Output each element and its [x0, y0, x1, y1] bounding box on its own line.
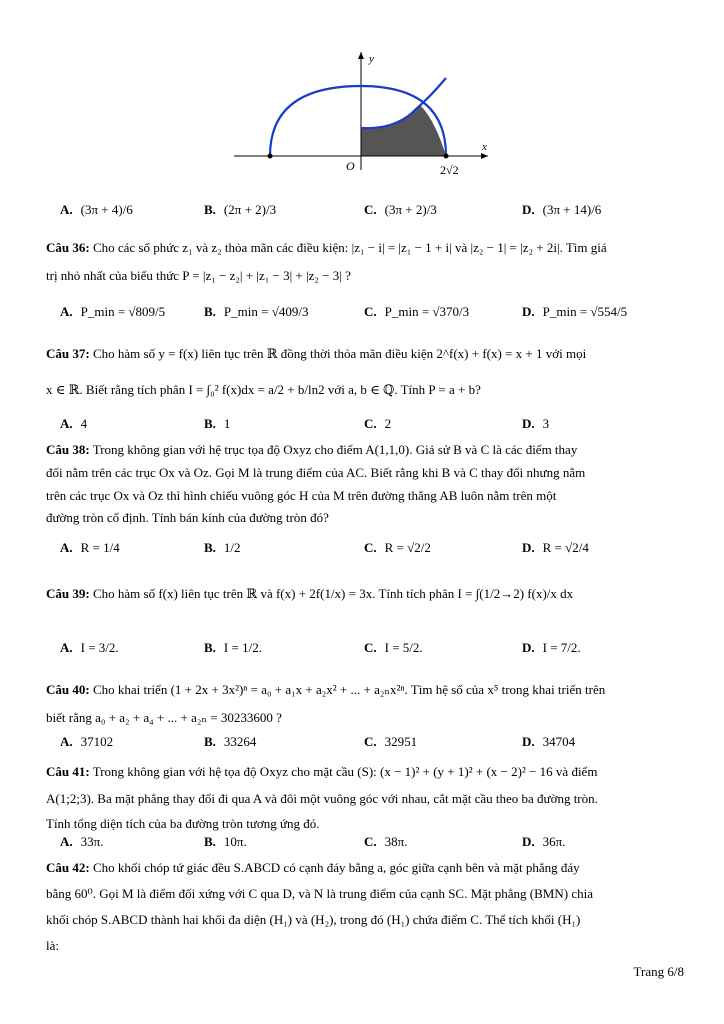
graph-figure — [0, 0, 724, 185]
q37-option-a: A. 4 — [60, 416, 88, 431]
q38-line3: trên các trục Ox và Oz thì hình chiếu vuông góc H của M trên đường thẳng AB luôn nằm trên một — [46, 488, 557, 503]
q40-option-d: D. 34704 — [522, 734, 576, 749]
q39-option-d: D. I = 7/2. — [522, 640, 581, 655]
q38-line1: Câu 38: Trong không gian với hệ trục tọa độ Oxyz cho điểm A(1,1,0). Giả sử B và C là các điểm thay — [46, 442, 578, 457]
q36-option-a: A. P_min = √809/5 — [60, 304, 166, 319]
q35-option-c: C. (3π + 2)/3 — [364, 202, 437, 217]
q42-line1: Câu 42: Cho khối chóp tứ giác đều S.ABCD có cạnh đáy bằng a, góc giữa cạnh bên và mặt phẳng đáy — [46, 860, 580, 875]
q36-line1: Câu 36: Cho các số phức z₁ và z₂ thỏa mãn các điều kiện: |z₁ − i| = |z₁ − 1 + i| và |z₂ − 1| = |z₂ + 2i|. Tìm giá — [46, 240, 607, 255]
q37-line2: x ∈ ℝ. Biết rằng tích phân I = ∫₀² f(x)dx = a/2 + b/ln2 với a, b ∈ ℚ. Tính P = a + b? — [46, 382, 481, 397]
q36-line2: trị nhỏ nhất của biểu thức P = |z₁ − z₂| + |z₁ − 3| + |z₂ − 3| ? — [46, 268, 351, 283]
q36-option-c: C. P_min = √370/3 — [364, 304, 470, 319]
origin-label: O — [346, 159, 355, 173]
y-label: y — [369, 53, 374, 65]
q39-line1: Câu 39: Cho hàm số f(x) liên tục trên ℝ và f(x) + 2f(1/x) = 3x. Tính tích phân I = ∫(1/2→2) f(x)/x dx — [46, 586, 574, 601]
q40-line1: Câu 40: Cho khai triển (1 + 2x + 3x²)ⁿ = a₀ + a₁x + a₂x² + ... + a₂ₙx²ⁿ. Tìm hệ số của x⁵ trong khai triển trên — [46, 682, 606, 697]
q39-option-b: B. I = 1/2. — [204, 640, 262, 655]
q41-option-c: C. 38π. — [364, 834, 408, 849]
q37-line1: Câu 37: Cho hàm số y = f(x) liên tục trên ℝ đồng thời thỏa mãn điều kiện 2^f(x) + f(x) = x + 1 với mọi — [46, 346, 587, 361]
q39-option-a: A. I = 3/2. — [60, 640, 119, 655]
q36-option-d: D. P_min = √554/5 — [522, 304, 628, 319]
q40-option-a: A. 37102 — [60, 734, 114, 749]
q38-option-c: C. R = √2/2 — [364, 540, 431, 555]
q37-option-c: C. 2 — [364, 416, 392, 431]
q40-line2: biết rằng a₀ + a₂ + a₄ + ... + a₂ₙ = 30233600 ? — [46, 710, 282, 725]
q41-option-a: A. 33π. — [60, 834, 104, 849]
q41-line3: Tính tổng diện tích của ba đường tròn tương ứng đó. — [46, 816, 320, 831]
q41-option-d: D. 36π. — [522, 834, 566, 849]
q41-line1: Câu 41: Trong không gian với hệ tọa độ Oxyz cho mặt cầu (S): (x − 1)² + (y + 1)² + (x − 2)² − 16 và điểm — [46, 764, 598, 779]
q40-option-c: C. 32951 — [364, 734, 418, 749]
q35-option-b: B. (2π + 2)/3 — [204, 202, 277, 217]
q42-line4: là: — [46, 938, 59, 953]
q38-option-b: B. 1/2 — [204, 540, 241, 555]
q40-option-b: B. 33264 — [204, 734, 257, 749]
q36-option-b: B. P_min = √409/3 — [204, 304, 309, 319]
q38-line4: đường tròn cố định. Tính bán kính của đường tròn đó? — [46, 510, 329, 525]
q42-line3: khối chóp S.ABCD thành hai khối đa diện (H₁) và (H₂), trong đó (H₁) chứa điểm C. Thể tích khối (H₁) — [46, 912, 581, 927]
q42-line2: bằng 60⁰. Gọi M là điểm đối xứng với C qua D, và N là trung điểm của cạnh SC. Mặt phẳng (BMN) chia — [46, 886, 593, 901]
q41-option-b: B. 10π. — [204, 834, 247, 849]
q35-option-d: D. (3π + 14)/6 — [522, 202, 602, 217]
q41-line2: A(1;2;3). Ba mặt phẳng thay đổi đi qua A và đôi một vuông góc với nhau, cắt mặt cầu theo ba đường tròn. — [46, 791, 598, 806]
q38-option-d: D. R = √2/4 — [522, 540, 589, 555]
q37-option-d: D. 3 — [522, 416, 550, 431]
tick-label: 2√2 — [440, 163, 459, 177]
q38-option-a: A. R = 1/4 — [60, 540, 120, 555]
x-label: x — [482, 141, 487, 153]
q35-option-a: A. (3π + 4)/6 — [60, 202, 133, 217]
q39-option-c: C. I = 5/2. — [364, 640, 423, 655]
page-number: Trang 6/8 — [633, 964, 684, 979]
q38-line2: đổi nằm trên các trục Ox và Oz. Gọi M là trung điểm của AC. Biết rằng khi B và C thay đổi nhưng nằm — [46, 465, 586, 480]
q37-option-b: B. 1 — [204, 416, 231, 431]
